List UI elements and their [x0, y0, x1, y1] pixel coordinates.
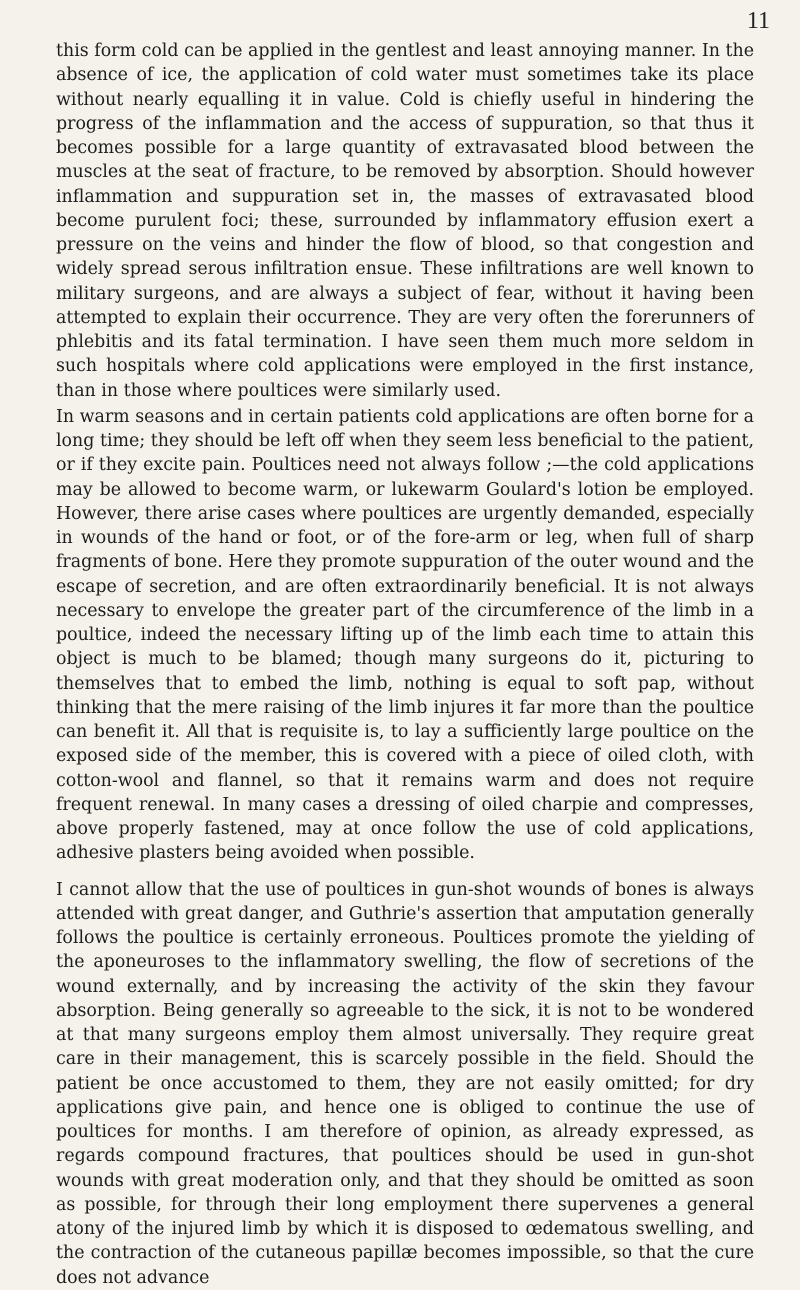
- body-text: [56, 39, 754, 1290]
- paragraph: this form cold can be applied in the gentlest and least annoying manner. In the absence of ice, the application of cold water must sometimes take its place without nearly equalling it in value. Cold is chiefly useful in hindering the progress of the inflammation and the access of suppuration, so that thus it becomes possible for a large quantity of extravasated blood between the muscles at the seat of fracture, to be removed by absorption. Should however inflammation and suppuration set in, the masses of extravasated blood become purulent foci; these, surrounded by inflammatory effusion exert a pressure on the veins and hinder the flow of blood, so that congestion and widely spread serous infiltration ensue. These infiltrations are well known to military surgeons, and are always a subject of fear, without it having been attempted to explain their occurrence. They are very often the forerunners of phlebitis and its fatal termination. I have seen them much more seldom in such hospitals where cold applications were employed in the first instance, than in those where poultices were similarly used.: [56, 41, 754, 401]
- page-number: 11: [746, 8, 770, 34]
- paragraph: In warm seasons and in certain patients cold applications are often borne for a long time; they should be left off when they seem less beneficial to the patient, or if they excite pain. Poultices need not always follow ;—the cold applications may be allowed to become warm, or lukewarm Goulard's lotion be employed. However, there arise cases where poultices are urgently demanded, especially in wounds of the hand or foot, or of the fore-arm or leg, when full of sharp fragments of bone. Here they promote suppuration of the outer wound and the escape of secretion, and are often extraordinarily beneficial. It is not always necessary to envelope the greater part of the circumference of the limb in a poultice, indeed the necessary lifting up of the limb each time to attain this object is much to be blamed; though many surgeons do it, picturing to themselves that to embed the limb, nothing is equal to soft pap, without thinking that the mere raising of the limb injures it far more than the poultice can benefit it. All that is requisite is, to lay a sufficiently large poultice on the exposed side of the member, this is covered with a piece of oiled cloth, with cotton-wool and flannel, so that it remains warm and does not require frequent renewal. In many cases a dressing of oiled charpie and compresses, above properly fastened, may at once follow the use of cold applications, adhesive plasters being avoided when possible.: [56, 406, 754, 864]
- paragraph: I cannot allow that the use of poultices in gun-shot wounds of bones is always attended with great danger, and Guthrie's assertion that amputation generally follows the poultice is certainly erroneous. Poultices promote the yielding of the aponeuroses to the inflammatory swelling, the flow of secretions of the wound externally, and by increasing the activity of the skin they favour absorption. Being generally so agreeable to the sick, it is not to be wondered at that many surgeons employ them almost universally. They require great care in their management, this is scarcely possible in the field. Should the patient be once accustomed to them, they are not easily omitted; for dry applications give pain, and hence one is obliged to continue the use of poultices for months. I am therefore of opinion, as already expressed, as regards compound fractures, that poultices should be used in gun-shot wounds with great moderation only, and that they should be omitted as soon as possible, for through their long employment there supervenes a general atony of the injured limb by which it is disposed to œdematous swelling, and the contraction of the cutaneous papillæ becomes impossible, so that the cure does not advance: [56, 879, 754, 1288]
